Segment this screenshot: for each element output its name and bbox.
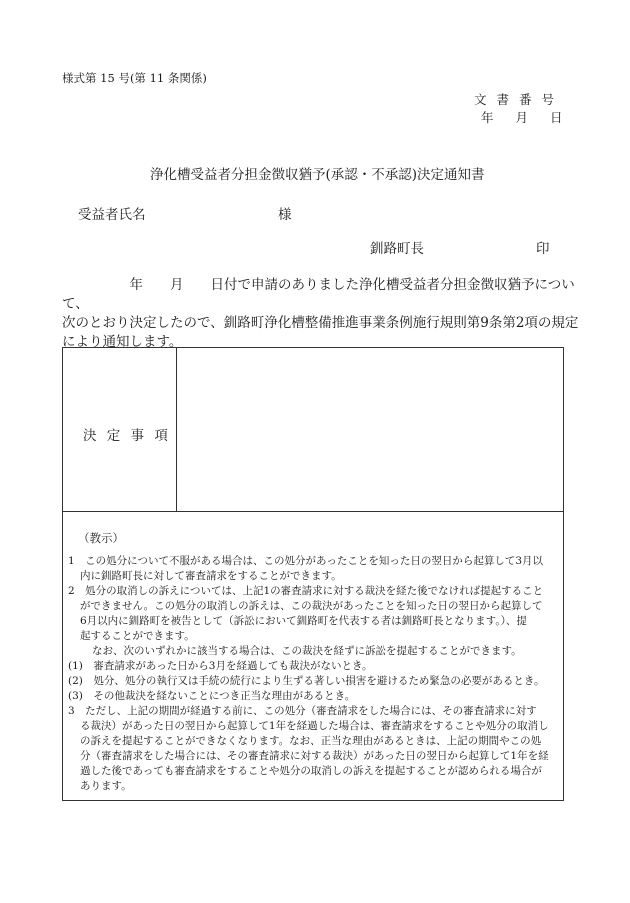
notice-line: 6月以内に釧路町を被告として（訴訟において釧路町を代表する者は釧路町長となります。）、提 — [80, 615, 527, 627]
notice-line: の訴えを提起することができなくなります。なお、正当な理由があるときは、上記の期間やこの処 — [80, 735, 542, 747]
seal-mark: 印 — [536, 241, 550, 257]
notice-line: (1) 審査請求があった日から3月を経過しても裁決がないとき。 — [68, 660, 373, 672]
notice-heading: （教示） — [78, 531, 124, 545]
notice-line: る裁決）があった日の翌日から起算して1年を経過した場合は、審査請求をすることや処分の取消し — [80, 720, 549, 732]
recipient-honorific: 様 — [278, 207, 292, 223]
notice-line: 過した後であっても審査請求をすることや処分の取消しの訴えを提起することが認められる場合が — [80, 765, 542, 777]
notice-line: なお、次のいずれかに該当する場合は、この裁決を経ずに訴訟を提起することができます。 — [92, 645, 522, 657]
sender-mayor: 釧路町長 — [370, 241, 424, 257]
notice-line: 起することができます。 — [80, 630, 195, 642]
notice-line: (2) 処分、処分の執行又は手続の続行により生ずる著しい損害を避けるため緊急の必要があるとき。 — [68, 675, 545, 687]
notice-line: ができません。この処分の取消しの訴えは、この裁決があったことを知った日の翌日から起算して — [80, 600, 543, 612]
notice-line: 分（審査請求をした場合には、その審査請求に対する裁決）があった日の翌日から起算して1年を経 — [80, 750, 549, 762]
notice-line: 3 ただし、上記の期間が経過する前に、この処分（審査請求をした場合には、その審査請求に対す — [68, 705, 537, 717]
notice-line: 内に釧路町長に対して審査請求をすることができます。 — [80, 570, 342, 582]
notice-line: 1 この処分について不服がある場合は、この処分があったことを知った日の翌日から起算して3月以 — [68, 555, 544, 567]
document-number-label: 文書番号 — [474, 92, 565, 107]
body-paragraph: 年 月 日付で申請のありました浄化槽受益者分担金徴収猶予について、 次のとおり決定したので、釧路町浄化槽整備推進事業条例施行規則第9条第2項の規定 により通知します。 — [62, 277, 579, 350]
notice-line: (3) その他裁決を経ないことにつき正当な理由があるとき。 — [68, 690, 356, 702]
notice-line: あります。 — [80, 780, 132, 792]
appeal-notice-box — [62, 511, 564, 801]
decision-table — [62, 347, 564, 512]
form-number: 様式第 15 号(第 11 条関係) — [62, 71, 207, 85]
decision-label-cell — [63, 348, 177, 511]
decision-label: 決 定 事 項 — [83, 428, 171, 444]
recipient-name-label: 受益者氏名 — [78, 207, 146, 223]
document-title: 浄化槽受益者分担金徴収猶予(承認・不承認)決定通知書 — [150, 167, 485, 183]
date-line: 年 月 日 — [481, 110, 563, 125]
decision-content-cell — [177, 348, 563, 511]
notice-line: 2 処分の取消しの訴えについては、上記1の審査請求に対する裁決を経た後でなければ提起すること — [68, 585, 544, 597]
